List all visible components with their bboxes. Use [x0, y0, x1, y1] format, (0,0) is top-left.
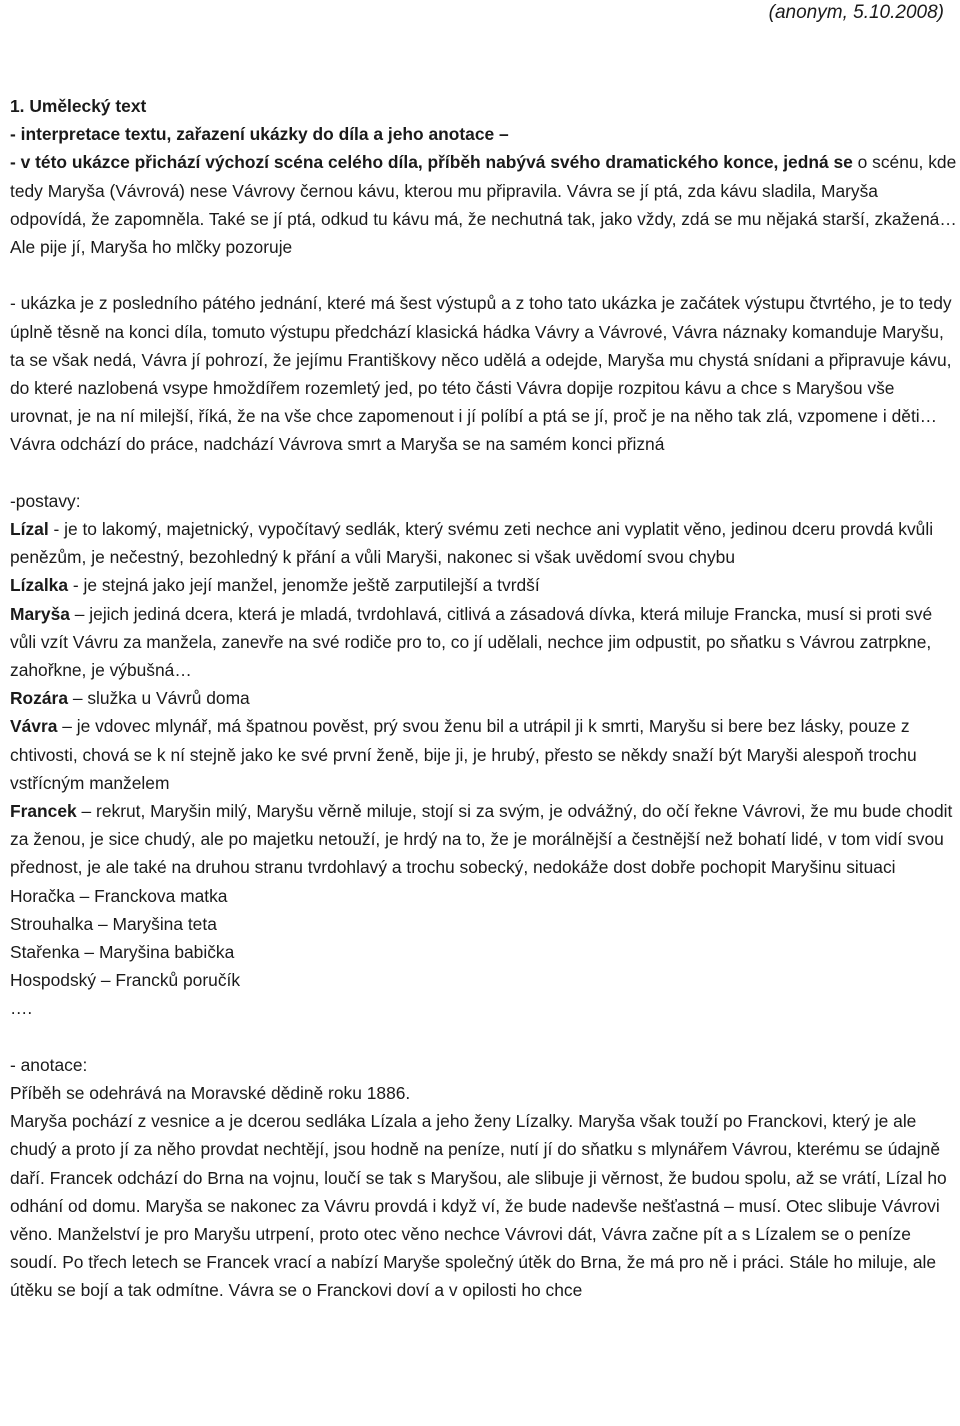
- character-entry: [10, 684, 958, 712]
- character-name: Francek: [10, 801, 77, 822]
- character-entry: [10, 571, 958, 599]
- character-entry: [10, 797, 958, 882]
- intro-paragraph: [10, 148, 958, 261]
- minor-character: Stařenka – Maryšina babička: [10, 942, 235, 963]
- minor-character: Horačka – Franckova matka: [10, 885, 228, 906]
- document-body: [10, 92, 958, 1305]
- character-description: – je vdovec mlynář, má špatnou pověst, prý svou ženu bil a utrápil ji k smrti, Maryšu si bere bez lásky, pouze z chtivosti, chová se k ní stejně jako ke své první ženě, bije ji, je hrubý, přesto se někdy snaží být Maryši alespoň trochu vstřícným manželem: [10, 716, 917, 793]
- annotation-label: - anotace:: [10, 1054, 88, 1075]
- character-description: - je stejná jako její manžel, jenomže ještě zarputilejší a tvrdší: [68, 575, 540, 596]
- spacer: [10, 261, 958, 289]
- annotation-setting: Příběh se odehrává na Moravské dědině roku 1886.: [10, 1083, 411, 1104]
- character-name: Vávra: [10, 716, 58, 737]
- character-description: – rekrut, Maryšin milý, Maryšu věrně miluje, stojí si za svým, je odvážný, do očí řekne Vávrovi, že mu bude chodit za ženou, je sice chudý, ale po majetku netouží, je hrdý na to, že je morálnější a čestnější než bohatí lidé, v tom vidí svou přednost, je ale také na druhou stranu tvrdohlavý a trochu sobecký, nedokáže dost dobře pochopit Maryšinu situaci: [10, 801, 953, 878]
- characters-label: -postavy:: [10, 490, 81, 511]
- characters-ellipsis: ….: [10, 998, 33, 1019]
- intro-text: o scénu, kde tedy Maryša (Vávrová) nese Vávrovy černou kávu, kterou mu připravila. Vávra se jí ptá, zda kávu sladila, Maryša odpovídá, že zapomněla. Také se jí ptá, odkud tu kávu má, že nechutná tak, jako vždy, zdá se mu nějaká starší, zkažená… Ale pije jí, Maryša ho mlčky pozoruje: [10, 152, 957, 258]
- intro-bold-text: - v této ukázce přichází výchozí scéna celého díla, příběh nabývá svého dramatického konce, jedná se: [10, 152, 853, 173]
- character-name: Rozára: [10, 688, 68, 709]
- character-entry: [10, 712, 958, 797]
- section-title: 1. Umělecký text: [10, 96, 147, 116]
- spacer: [10, 1023, 958, 1051]
- character-name: Lízalka: [10, 575, 68, 596]
- context-paragraph: - ukázka je z posledního pátého jednání, které má šest výstupů a z toho tato ukázka je začátek výstupu čtvrtého, je to tedy úplně těsně na konci díla, tomuto výstupu předchází klasická hádka Vávry a Vávrové, Vávra náznaky komanduje Maryšu, ta se však nedá, Vávra jí pohrozí, že jejímu Františkovy něco udělá a odejde, Maryša mu chystá snídani a připravuje kávu, do které nazlobená vsype hmoždířem rozemletý jed, po této části Vávra dopije rozpitou kávu a chce s Maryšou vše urovnat, je na ní milejší, říká, že na vše chce zapomenout i jí políbí a ptá se jí, proč je na něho tak zlá, vzpomene i děti… Vávra odchází do práce, nadchází Vávrova smrt a Maryša se na samém konci přizná: [10, 293, 952, 455]
- spacer: [10, 459, 958, 487]
- section-subtitle: - interpretace textu, zařazení ukázky do díla a jeho anotace –: [10, 124, 509, 145]
- character-description: – služka u Vávrů doma: [68, 688, 250, 709]
- minor-character: Strouhalka – Maryšina teta: [10, 913, 217, 934]
- character-entry: [10, 515, 958, 571]
- source-note: (anonym, 5.10.2008): [768, 2, 944, 23]
- character-description: – jejich jediná dcera, která je mladá, tvrdohlavá, citlivá a zásadová dívka, která miluje Francka, musí si proti své vůli vzít Vávru za manžela, zanevře na své rodiče pro to, co jí udělali, nechce jim odpustit, po sňatku s Vávrou zatrpkne, zahořkne, je výbušná…: [10, 603, 933, 681]
- annotation-summary: Maryša pochází z vesnice a je dcerou sedláka Lízala a jeho ženy Lízalky. Maryša však touží po Franckovi, který je ale chudý a proto jí za něho provdat nechtějí, jsou hodně na peníze, nutí jí do sňatku s mlynářem Vávrou, kterému se údajně daří. Francek odchází do Brna na vojnu, loučí se tak s Maryšou, ale slibuje ji věrnost, že budou spolu, až se vrátí, Lízal ho odhání od domu. Maryša se nakonec za Vávru provdá i když ví, že bude nadevše nešťastná – musí. Otec slibuje Vávrovi věno. Manželství je pro Maryšu utrpení, proto otec věno nechce Vávrovi dát, Vávra začne pít a s Lízalem se o peníze soudí. Po třech letech se Francek vrací a nabízí Maryše společný útěk do Brna, že má pro ně i práci. Stále ho miluje, ale útěku se bojí a tak odmítne. Vávra se o Franckovi doví a v opilosti ho chce: [10, 1111, 947, 1301]
- character-entry: [10, 600, 958, 685]
- character-description: - je to lakomý, majetnický, vypočítavý sedlák, který svému zeti nechce ani vyplatit věno, jedinou dceru provdá kvůli penězům, je nečestný, bezohledný k přání a vůli Maryši, nakonec si však uvědomí svou chybu: [10, 519, 934, 568]
- minor-character: Hospodský – Francků poručík: [10, 970, 241, 991]
- character-name: Lízal: [10, 519, 49, 540]
- character-name: Maryša: [10, 603, 70, 624]
